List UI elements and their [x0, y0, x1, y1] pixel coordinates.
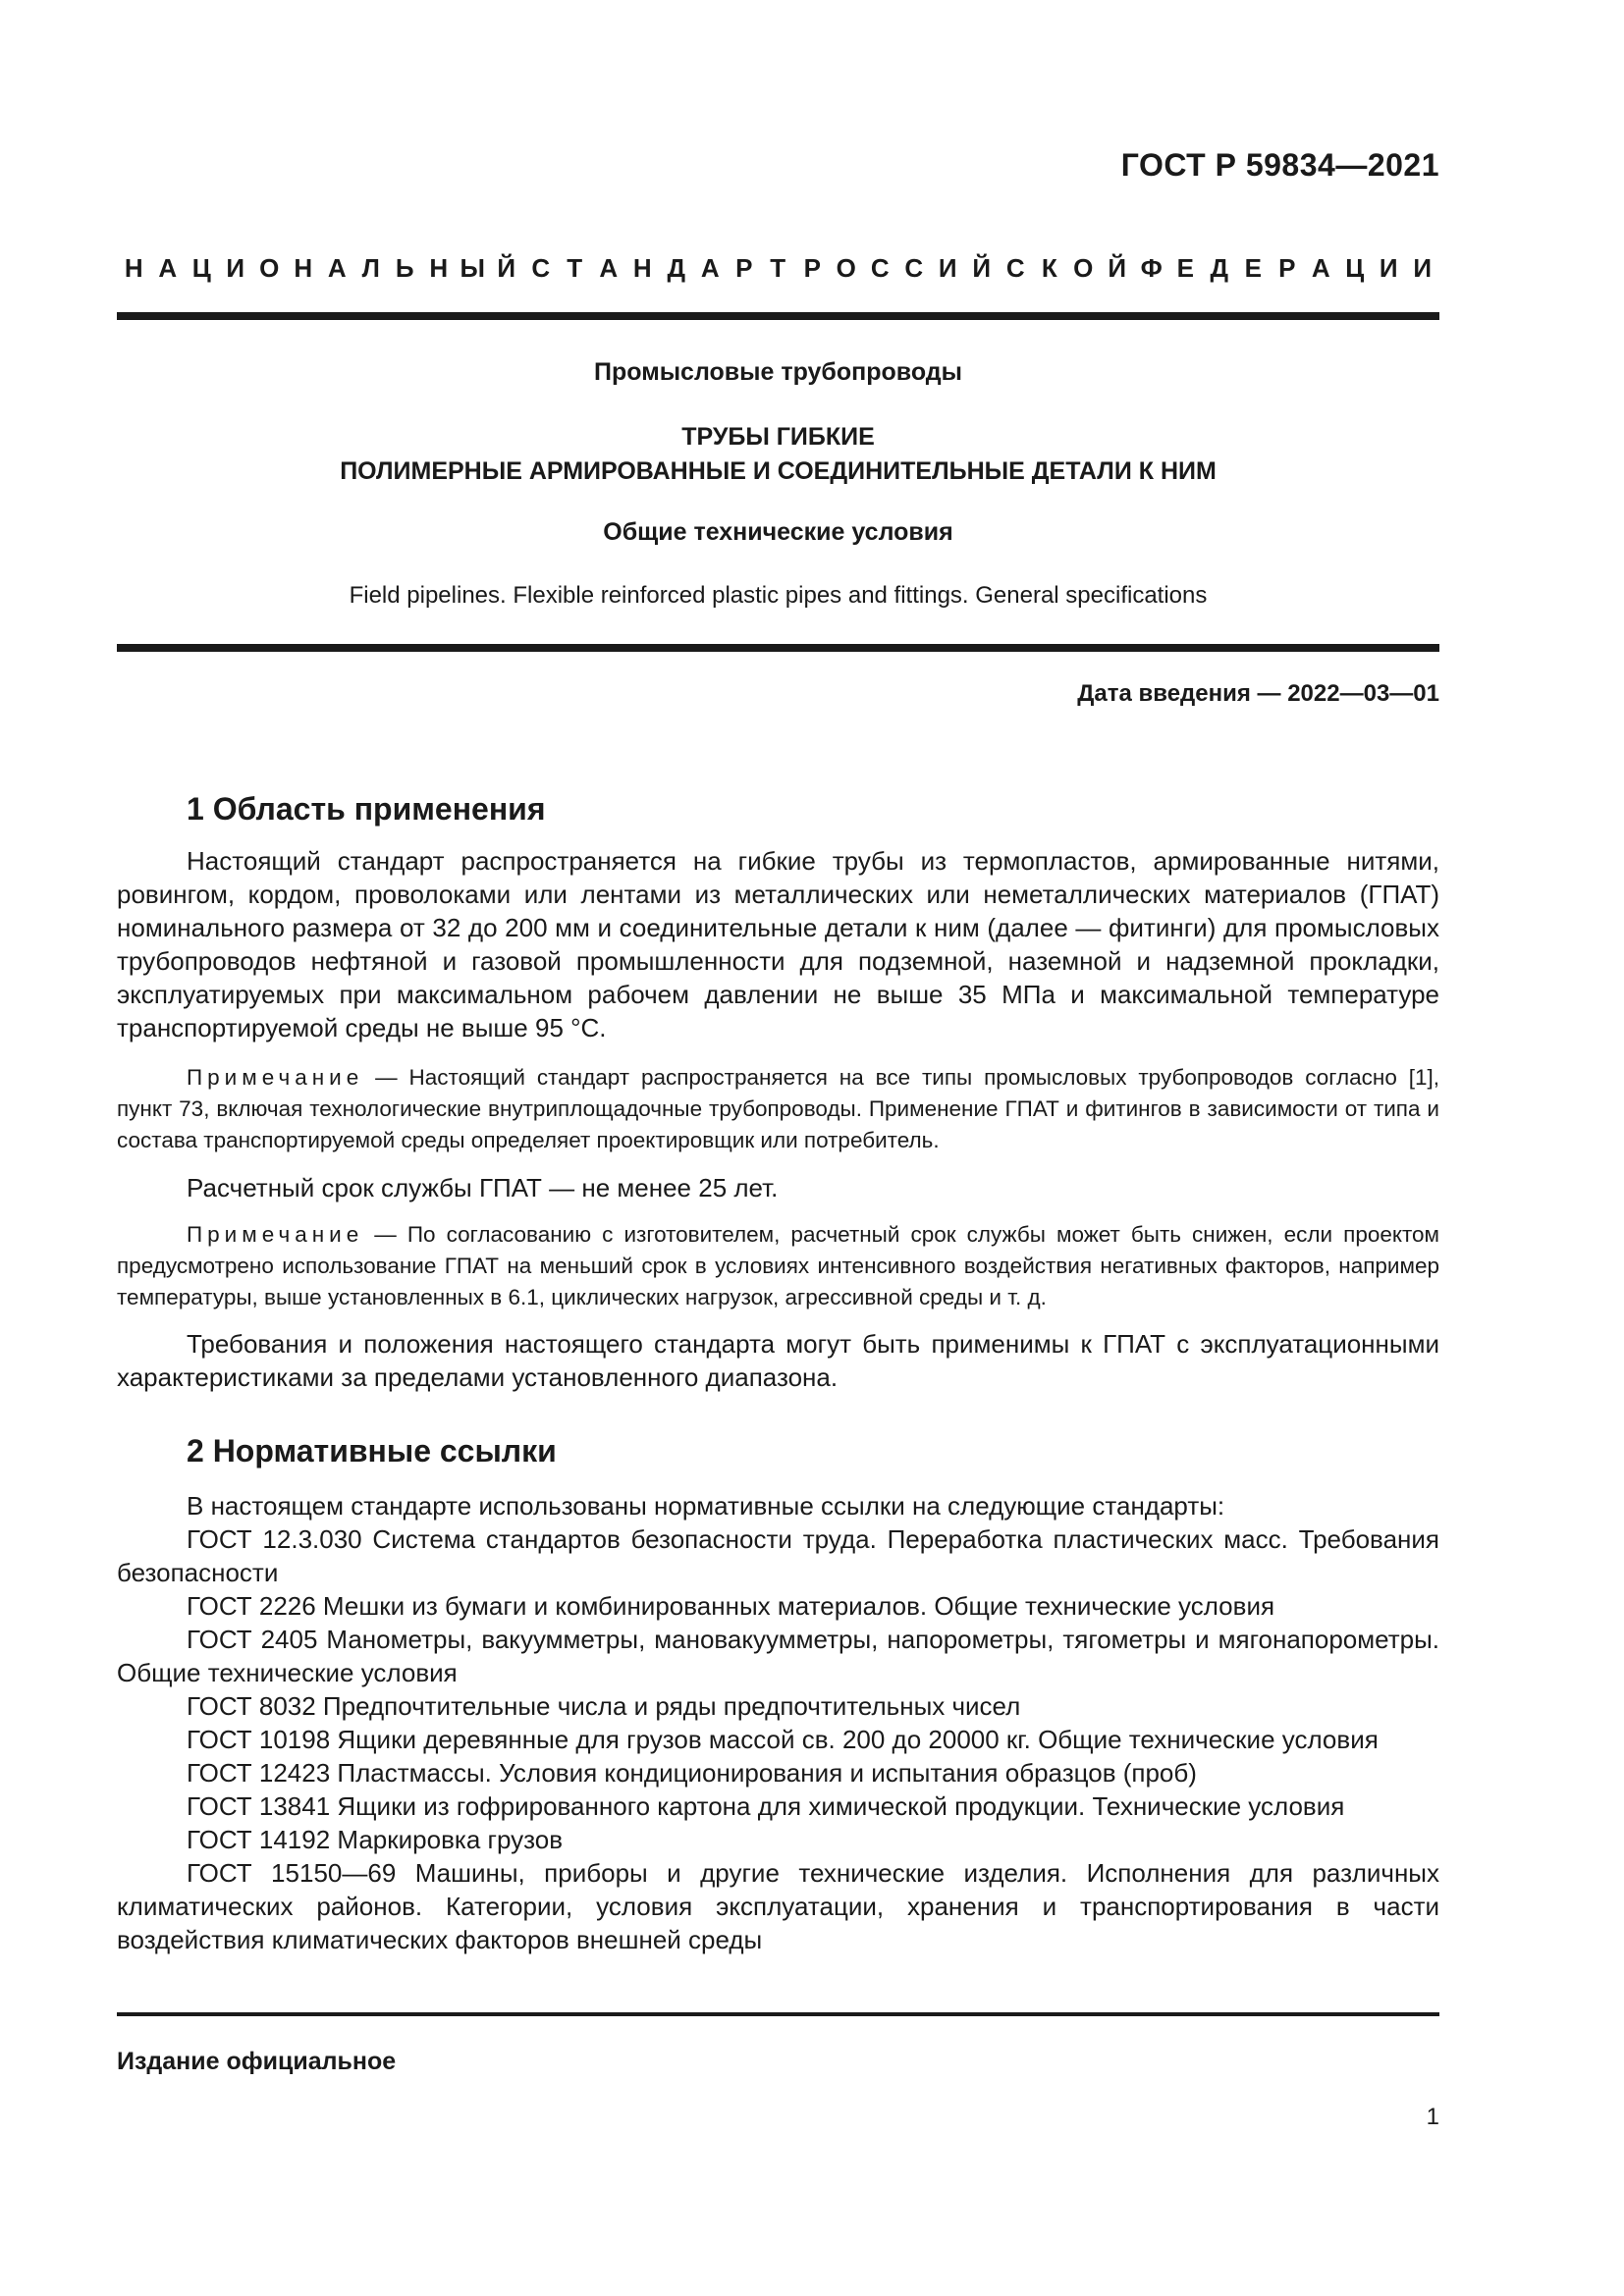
gost-number: ГОСТ Р 59834—2021	[1120, 147, 1439, 183]
normative-references	[117, 1489, 1439, 1956]
title-line-1: ТРУБЫ ГИБКИЕ	[681, 423, 875, 451]
document-subtitle: Общие технические условия	[603, 518, 953, 546]
section-1-note-1: Примечание — Настоящий стандарт распространяется на все типы промысловых трубопроводов согласно [1], пункт 73, включая технологические внутриплощадочные трубопроводы. Применение ГПАТ и фитингов в зависимости от типа и состава транспортируемой среды определяет проектировщик или потребитель.	[117, 1065, 1439, 1152]
section-1-heading: 1 Область применения	[187, 791, 546, 827]
official-edition-label: Издание официальное	[117, 2048, 397, 2075]
footer-rule	[117, 2012, 1439, 2016]
section-1-note-2: Примечание — По согласованию с изготовителем, расчетный срок службы может быть снижен, если проектом предусмотрено использование ГПАТ на меньший срок в условиях интенсивного воздействия негативных факторов, например температуры, выше установленных в 6.1, циклических нагрузок, агрессивной среды и т. д.	[117, 1222, 1439, 1309]
national-word-4: Ф Е Д Е Р А Ц И И	[1140, 253, 1433, 283]
title-rule	[117, 644, 1439, 652]
national-word-1: Н А Ц И О Н А Л Ь Н Ы Й	[124, 253, 516, 283]
reference-item: ГОСТ 8032 Предпочтительные числа и ряды предпочтительных чисел	[187, 1691, 1021, 1721]
header-rule	[117, 312, 1439, 320]
page-number: 1	[1426, 2104, 1439, 2130]
references-intro: В настоящем стандарте использованы нормативные ссылки на следующие стандарты:	[187, 1491, 1225, 1521]
document-title	[117, 420, 1439, 489]
english-title: Field pipelines. Flexible reinforced plastic pipes and fittings. General specifications	[349, 582, 1208, 609]
section-1-paragraph-2: Расчетный срок службы ГПАТ — не менее 25 лет.	[187, 1173, 779, 1202]
section-1-paragraph-1: Настоящий стандарт распространяется на гибкие трубы из термопластов, армированные нитями, ровингом, кордом, проволоками или лентами из металлических или неметаллических материалов (ГПАТ) номинального размера от 32 до 200 мм и соединительные детали к ним (далее — фитинги) для промысловых трубопроводов нефтяной и газовой промышленности для подземной, наземной и надземной прокладки, эксплуатируемых при максимальном рабочем давлении не выше 35 МПа и максимальной температуре транспортируемой среды не выше 95 °С.	[117, 846, 1439, 1042]
national-standard-banner	[117, 253, 1439, 284]
national-word-3: Р О С С И Й С К О Й	[803, 253, 1127, 283]
reference-item: ГОСТ 12423 Пластмассы. Условия кондиционирования и испытания образцов (проб)	[187, 1758, 1197, 1788]
category: Промысловые трубопроводы	[594, 358, 962, 386]
reference-item: ГОСТ 13841 Ящики из гофрированного картона для химической продукции. Технические условия	[187, 1791, 1345, 1821]
reference-item: ГОСТ 10198 Ящики деревянные для грузов массой св. 200 до 20000 кг. Общие технические условия	[187, 1725, 1379, 1754]
introduction-date: Дата введения — 2022—03—01	[1077, 680, 1439, 707]
reference-item: ГОСТ 2405 Манометры, вакуумметры, мановакуумметры, напорометры, тягометры и мягонапорометры. Общие технические условия	[117, 1625, 1439, 1687]
section-1-paragraph-3: Требования и положения настоящего стандарта могут быть применимы к ГПАТ с эксплуатационными характеристиками за пределами установленного диапазона.	[117, 1329, 1439, 1392]
reference-item: ГОСТ 2226 Мешки из бумаги и комбинированных материалов. Общие технические условия	[187, 1591, 1275, 1621]
national-word-2: С Т А Н Д А Р Т	[531, 253, 786, 283]
reference-item: ГОСТ 12.3.030 Система стандартов безопасности труда. Переработка пластических масс. Требования безопасности	[117, 1524, 1439, 1587]
note-label: Примечание	[187, 1065, 364, 1090]
reference-item: ГОСТ 15150—69 Машины, приборы и другие технические изделия. Исполнения для различных климатических районов. Категории, условия эксплуатации, хранения и транспортирования в части воздействия климатических факторов внешней среды	[117, 1858, 1439, 1954]
section-2-heading: 2 Нормативные ссылки	[187, 1433, 557, 1468]
reference-item: ГОСТ 14192 Маркировка грузов	[187, 1825, 564, 1854]
title-line-2: ПОЛИМЕРНЫЕ АРМИРОВАННЫЕ И СОЕДИНИТЕЛЬНЫЕ ДЕТАЛИ К НИМ	[340, 457, 1217, 485]
note-label: Примечание	[187, 1222, 364, 1247]
